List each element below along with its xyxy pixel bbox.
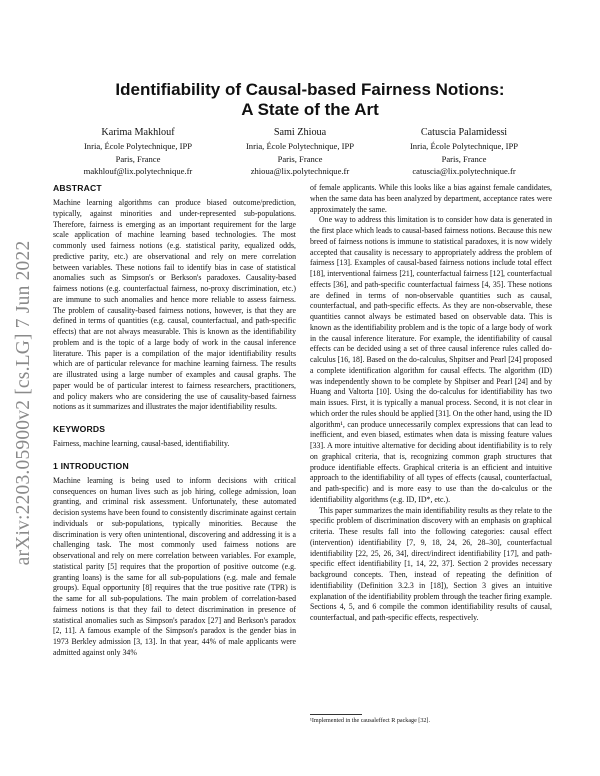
author-name: Sami Zhioua <box>273 127 327 138</box>
right-paragraph-2: One way to address this limitation is to consider how data is generated in the first place which leads to causal-based fairness notions. Because this new breed of fairness notions is immune to statistical paradoxes, it is now widely accepted that causality is necessary to appropriately address the problem of fairness [13]. Examples of causal-based fairness notions include total effect [18], interventional fairness [21], counterfactual fairness [12], counterfactual effects [36], and path-specific counterfactual fairness [4, 35]. These notions are defined in terms of non-observable quantities such as causal, counterfactual, and path-specific effects. As they are non-observable, these quantities cannot always be estimated based on observable data. This is known as the identifiability problem and is the topic of a large body of work in the causal inference literature. For example, the identifiability of causal effects can be decided using a set of three causal inference rules called do-calculus [16, 18]. Based on the do-calculus, Shpitser and Pearl [24] proposed a complete identification algorithm for causal effects. The algorithm (ID) was independently shown to be complete by Shpitser and Pearl [24] and by Huang and Valtorta [10]. Using the do-calculus for identifiability has two main issues. First, it is typically a manual process. Second, it is not clear in which order the rules should be applied [31]. On the other hand, using the ID algorithm¹, can produce unnecessarily complex expressions that can lead to inefficient, and even biased, estimates when data is missing feature values [33]. A more intuitive alternative for deciding about identifiability is to rely on graphical criteria, that is, recognizing common graph structures that produce identifiable effects. Graphical criteria is an efficient and intuitive approach to the identifiability of all types of effects (causal, counterfactual, and path-specific) and is more easy to use than the do-calculus or the identifiability algorithms (e.g. ID, ID*, etc.). <box>310 215 552 504</box>
author-location: Paris, France <box>115 153 161 164</box>
title-line-1: Identifiability of Causal-based Fairness Notions: <box>115 80 505 99</box>
keywords-text: Fairness, machine learning, causal-based, identifiability. <box>53 439 230 448</box>
author-affiliation: Inria, École Polytechnique, IPP <box>409 141 519 151</box>
author-block-3 <box>383 126 545 178</box>
abstract-heading: ABSTRACT <box>53 183 102 193</box>
right-column <box>310 183 552 624</box>
keywords-heading: KEYWORDS <box>53 424 106 434</box>
arxiv-stamp-text: arXiv:2203.05900v2 [cs.LG] 7 Jun 2022 <box>13 240 34 565</box>
author-affiliation: Inria, École Polytechnique, IPP <box>245 141 355 151</box>
arxiv-identifier-stamp <box>6 205 42 600</box>
author-email[interactable]: catuscia@lix.polytechnique.fr <box>412 166 516 177</box>
author-email[interactable]: makhlouf@lix.polytechnique.fr <box>83 166 193 177</box>
author-name: Catuscia Palamidessi <box>420 127 508 138</box>
right-paragraph-1: of female applicants. While this looks like a bias against female candidates, when the same data has been analyzed by department, acceptance rates were approximately the same. <box>310 183 552 214</box>
paper-title <box>60 80 560 120</box>
author-block-2 <box>222 126 378 178</box>
abstract-text: Machine learning algorithms can produce biased outcome/prediction, typically, against minorities and under-represented sub-populations. Therefore, fairness is emerging as an important requirement for the large scale application of machine learning based technologies. The most commonly used fairness notions (e.g. statistical parity, equalized odds, predictive parity, etc.) are observational and rely on mere correlation between variables. These notions fail to identify bias in case of statistical anomalies such as Simpson's or Berkson's paradoxes. Causality-based fairness notions (e.g. counterfactual fairness, no-proxy discrimination, etc.) are immune to such anomalies and hence more reliable to assess fairness. The problem of causality-based fairness notions, however, is that they are defined in terms of quantities (e.g. causal, counterfactual, and path-specific effects) that are not always measurable. This is known as the identifiability problem and is the topic of a large body of work in the causal inference literature. This paper is a compilation of the major identifiability results which are of particular relevance for machine learning fairness. The results are illustrated using a large number of examples and causal graphs. The paper would be of particular interest to fairness researchers, practitioners, and policy makers who are considering the use of causality-based fairness notions as it summarizes and illustrates the major identifiability results. <box>53 198 296 412</box>
introduction-text: Machine learning is being used to inform decisions with critical consequences on human lives such as job hiring, college admission, loan granting, and criminal risk assessment. Unfortunately, these automated decision systems have been found to consistently discriminate against certain individuals or sub-populations, typically minorities. Because the discrimination is very often unintentional, discovering and addressing it is a challenging task. The most commonly used fairness notions are observational and rely on mere correlation between variables. For example, statistical parity [5] requires that the proportion of positive outcome (e.g. granting loans) is the same for all sub-populations (e.g. male and female groups). Equal opportunity [8] requires that the true positive rate (TPR) is the same for all sub-populations. The main problem of correlation-based fairness notions is that they fail to detect discrimination in presence of statistical anomalies such as Simpson's paradox [27] and Berkson's paradox [2, 11]. A famous example of the Simpson's paradox is the gender bias in 1973 Berkley admission [3, 13]. In that year, 44% of male applicants were admitted against only 34% <box>53 475 296 657</box>
footnote-divider <box>310 714 362 715</box>
title-line-2: A State of the Art <box>241 100 379 119</box>
left-column <box>53 183 296 659</box>
author-affiliation: Inria, École Polytechnique, IPP <box>83 141 193 151</box>
introduction-heading: 1 INTRODUCTION <box>53 460 129 471</box>
author-name: Karima Makhlouf <box>101 127 175 138</box>
author-block-1 <box>58 126 218 178</box>
author-location: Paris, France <box>441 153 487 164</box>
footnote: ¹Implemented in the causaleffect R package [32]. <box>310 718 430 724</box>
right-paragraph-3: This paper summarizes the main identifiability results as they relate to the specific problem of discrimination discovery with an emphasis on graphical criteria. These results fall into the following categories: causal effect (intervention) identifiability [7, 9, 18, 24, 26, 28–30], counterfactual identifiability [22, 25, 26, 34], direct/indirect identifiability [17], and path-specific effect identifiability [1, 14, 22, 37]. Section 2 provides necessary background concepts. Then, instead of repeating the definition of identifiability (Definition 3.2.3 in [18]), Section 3 gives an intuitive explanation of the identifiability problem through the teacher firing example. Sections 4, 5, and 6 compile the common identifiability results of causal, counterfactual, and path-specific effects, respectively. <box>310 505 552 622</box>
author-email[interactable]: zhioua@lix.polytechnique.fr <box>250 166 350 177</box>
author-location: Paris, France <box>277 153 323 164</box>
